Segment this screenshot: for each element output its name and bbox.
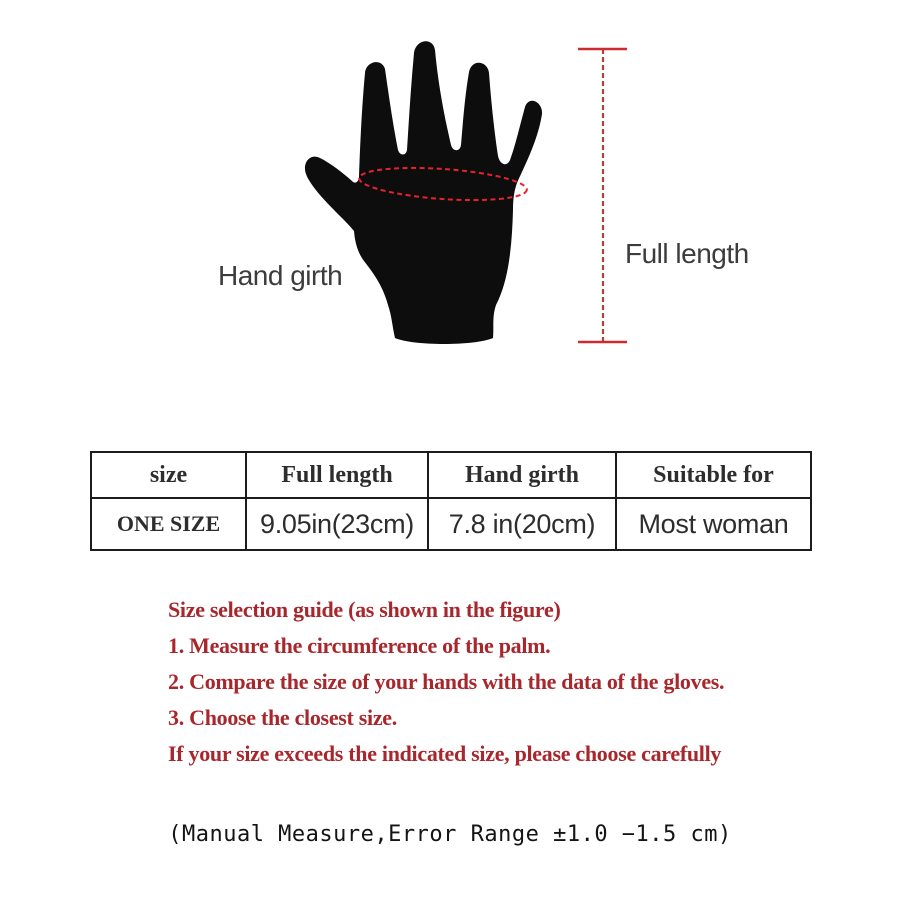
guide-step-2: 2. Compare the size of your hands with the data of the gloves. <box>168 669 725 694</box>
guide-step-3: 3. Choose the closest size. <box>168 705 397 730</box>
guide-step-1: 1. Measure the circumference of the palm. <box>168 633 551 658</box>
full-length-measure-line-icon <box>570 42 634 348</box>
cell-suitable-for: Most woman <box>616 498 811 550</box>
cell-size: ONE SIZE <box>91 498 246 550</box>
header-suitable-for: Suitable for <box>616 452 811 498</box>
full-length-label: Full length <box>625 238 749 269</box>
hand-girth-label: Hand girth <box>218 260 343 291</box>
hand-shape <box>305 41 542 344</box>
size-table <box>90 451 812 551</box>
cell-hand-girth: 7.8 in(20cm) <box>428 498 616 550</box>
cell-full-length: 9.05in(23cm) <box>246 498 428 550</box>
measure-error-footnote: (Manual Measure,Error Range ±1.0 −1.5 cm) <box>168 822 732 847</box>
header-full-length: Full length <box>246 452 428 498</box>
hand-silhouette <box>280 25 580 355</box>
header-size: size <box>91 452 246 498</box>
header-hand-girth: Hand girth <box>428 452 616 498</box>
size-table-data-row <box>91 498 811 550</box>
guide-title: Size selection guide (as shown in the figure) <box>168 597 561 622</box>
size-selection-guide <box>168 592 808 772</box>
size-table-header-row <box>91 452 811 498</box>
guide-warning: If your size exceeds the indicated size, please choose carefully <box>168 741 722 766</box>
